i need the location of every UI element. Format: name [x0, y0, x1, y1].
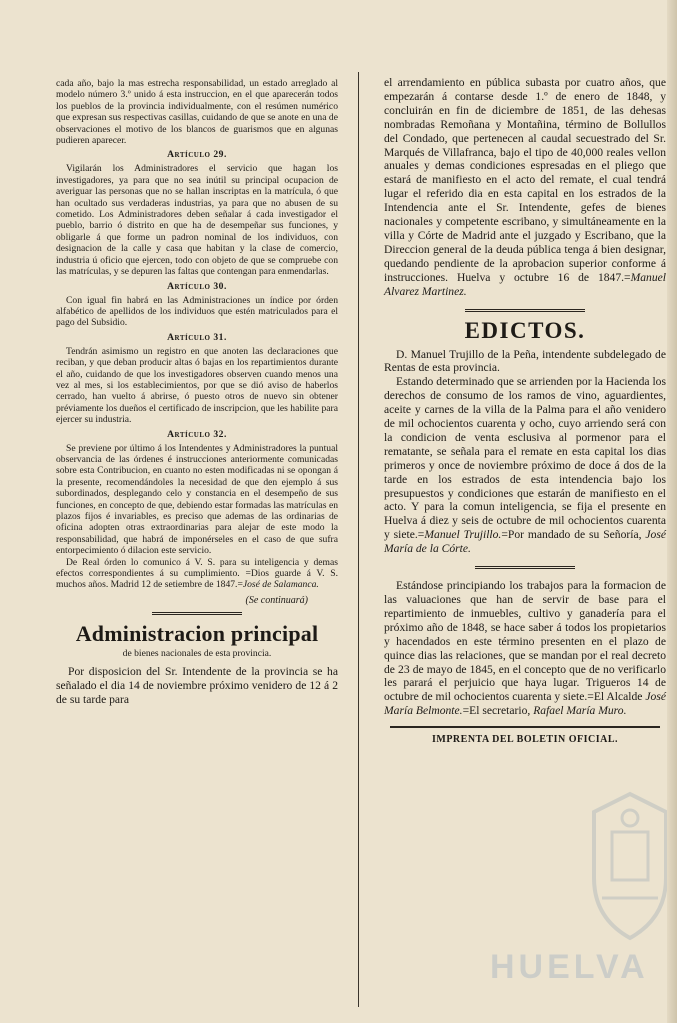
closing-line-2: =Dios guarde á V. S. muchos años. Madrid 12 de setiembre de 1847.= — [56, 568, 338, 591]
article-30-title: Artículo 30. — [167, 280, 227, 292]
intro-paragraph: cada año, bajo la mas estrecha responsabilidad, un estado arreglado al modelo número 3.º unido á esta instruccion, en el que aparecerán todos los pueblos de la provincia individualmente, con el resúmen numérico que expresan sus respectivas casillas, cuidando de que se anote en una de observaciones el motivo de los blancos de guarismos que en algunas pudieren aparecer. — [56, 78, 338, 147]
signature-salamanca: José de Salamanca. — [242, 579, 319, 591]
article-29-text: Vigilarán los Administradores el servicio que hagan los investigadores, ya para que no sea inútil su principal ocupacion de averiguar las personas que no se hallan inscriptas en la matrícula, ó que han ocultado sus verdaderas industrias, ya para que no abusen de su cometido. Los Administradores deben señalar á cada investigador el pueblo, barrio ó distrito en que ha de desempeñar sus funciones, y obligarle á que forme un padron nominal de los individuos, con designacion de la calle y casa que habitan y la clase de comercio, industria ú oficio que ejercen, todo con objeto de que se compruebe con las matrículas, y se depuren las faltas que contengan para enmendarlas. — [56, 163, 338, 278]
signature-alvarez: Manuel Alvarez Martinez. — [384, 270, 666, 298]
page-edge — [667, 0, 677, 1023]
signature-trujillo: Manuel Trujillo. — [424, 528, 502, 542]
article-31-title: Artículo 31. — [167, 331, 227, 343]
continuara-note: (Se continuará) — [245, 594, 308, 606]
closing-paragraph — [56, 557, 338, 591]
edict-2-text: Estándose principiando los trabajos para la formacion de las valuaciones que han de servir de base para el repartimiento de inmuebles, cultivo y ganadería para el próximo año de 1848, se hace saber á todos los propietarios y hacendados en este término presenten en el plazo de quince dias las relaciones, que se mandan por el real decreto de 23 de mayo de 1845, en el concepto que de no verificarlo les parará el perjuicio que haya lugar. Trigueros 14 de octubre de mil ochocientos cuarenta y siete.=El Alcalde — [384, 579, 666, 704]
seal-watermark-icon — [582, 788, 677, 948]
signature-belmonte: José María Belmonte. — [384, 690, 666, 718]
article-32-title: Artículo 32. — [167, 428, 227, 440]
continuation-text: el arrendamiento en pública subasta por cuatro años, que empezarán á contarse desde 1.º de enero de 1848, y concluirán en fin de diciembre de 1851, de las dehesas nombradas Remoñana y Montañina, término de Bollullos del Condado, que pertenecen al caudal secuestrado del Sr. Marqués de Villafranca, bajo el tipo de 40,000 reales vellon anuales y demas condiciones espresadas en el pliego que estará de manifiesto en el acto del remate, el cual tendrá lugar el referido dia en esta capital en los estrados de la Intendencia ante el Sr. Intendente, gefes de bienes nacionales y competente escribano, y simultáneamente en la villa y Córte de Madrid ante el juzgado y Escribano, que la Direccion general de la deuda pública tenga á bien designar, quedando pendiente de la aprobacion superior conforme á instrucciones. Huelva y octubre 16 de 1847.= — [384, 76, 666, 284]
separator-rule — [152, 612, 242, 615]
separator-rule — [390, 726, 660, 728]
edictos-heading: EDICTOS. — [464, 317, 586, 343]
edict-2-secretario: =El secretario, — [462, 704, 531, 718]
edict-1-mandato: =Por mandado de su Señoría, — [501, 528, 642, 542]
closing-line-1: De Real órden lo comunico á V. S. para su inteligencia y demas efectos correspondientes á su cumplimiento. — [56, 556, 338, 580]
admin-text: Por disposicion del Sr. Intendente de la provincia se ha señalado el dia 14 de noviembre próximo venidero de 12 á 2 de su tarde para — [56, 664, 338, 706]
edict-1-text: Estando determinado que se arrienden por la Hacienda los derechos de consumo de los ramos de vino, aguardientes, aceite y carnes de la villa de la Palma para el año venidero de mil ochocientos cuarenta y ocho, cuyo arriendo será con la condicion de venta esclusiva al pormenor para el rematante, se señala para el remate en esta capital los dias primeros y once de noviembre próximo de doce á dos de la tarde en los estrados de esta intendencia bajo los presupuestos y condiciones que estarán de manifiesto en el acto. Y para la comun inteligencia, se fija el presente en Huelva á diez y seis de octubre de mil ochocientos cuarenta y siete.= — [384, 375, 666, 542]
watermark-text: HUELVA — [490, 948, 649, 986]
article-32-text: Se previene por último á los Intendentes y Administradores la puntual observancia de las órdenes é instrucciones anteriormente comunicadas sobre esta Contribucion, en cuanto no esten modificadas ni se opongan á la presente, recomendándoles la necesidad de que den ejemplo á sus subordinados, desplegando celo y constancia en el desempeño de sus funciones, en concepto de que, debiendo estar formadas las matrículas en plazos fijos é invariables, es preciso que ademas de las ordinarias de oficina adopten otras extraordinarias para alejar de este modo la responsabilidad, que habrá de imponérseles en el caso de que sufra entorpecimiento ó dilacion este servicio. — [56, 442, 338, 557]
admin-heading: Administracion principal — [75, 620, 319, 646]
right-column — [384, 76, 666, 745]
edict-1-paragraph — [384, 375, 666, 556]
signature-corte: José María de la Córte. — [384, 528, 666, 556]
article-31-text: Tendrán asimismo un registro en que anoten las declaraciones que reciban, y que deban producir altas ó bajas en los repartimientos durante el año, cuidando de que los investigadores observen cuando menos una vez al mes, si los establecimientos, por que se dió aviso de haberlos cerrado, han vuelto á abrirse, ó puesto otros de nuevo sin obtener préviamente los dueños el certificado de inscripcion, que les habilite para ejercer su industria. — [56, 345, 338, 426]
separator-rule — [475, 566, 575, 569]
article-29-title: Artículo 29. — [167, 149, 227, 161]
signature-muro: Rafael María Muro. — [533, 704, 627, 718]
article-30-text: Con igual fin habrá en las Administraciones un índice por órden alfabético de apellidos de los individuos que estén matriculados para el pago del Subsidio. — [56, 294, 338, 329]
continuation-paragraph — [384, 76, 666, 299]
imprenta-footer: IMPRENTA DEL BOLETIN OFICIAL. — [431, 734, 618, 746]
left-column — [56, 78, 338, 707]
column-divider — [358, 72, 359, 1007]
edict-1-header: D. Manuel Trujillo de la Peña, intendente subdelegado de Rentas de esta provincia. — [384, 347, 666, 375]
separator-rule — [465, 309, 585, 312]
admin-subheading: de bienes nacionales de esta provincia. — [122, 647, 272, 659]
edict-2-paragraph — [384, 579, 666, 718]
